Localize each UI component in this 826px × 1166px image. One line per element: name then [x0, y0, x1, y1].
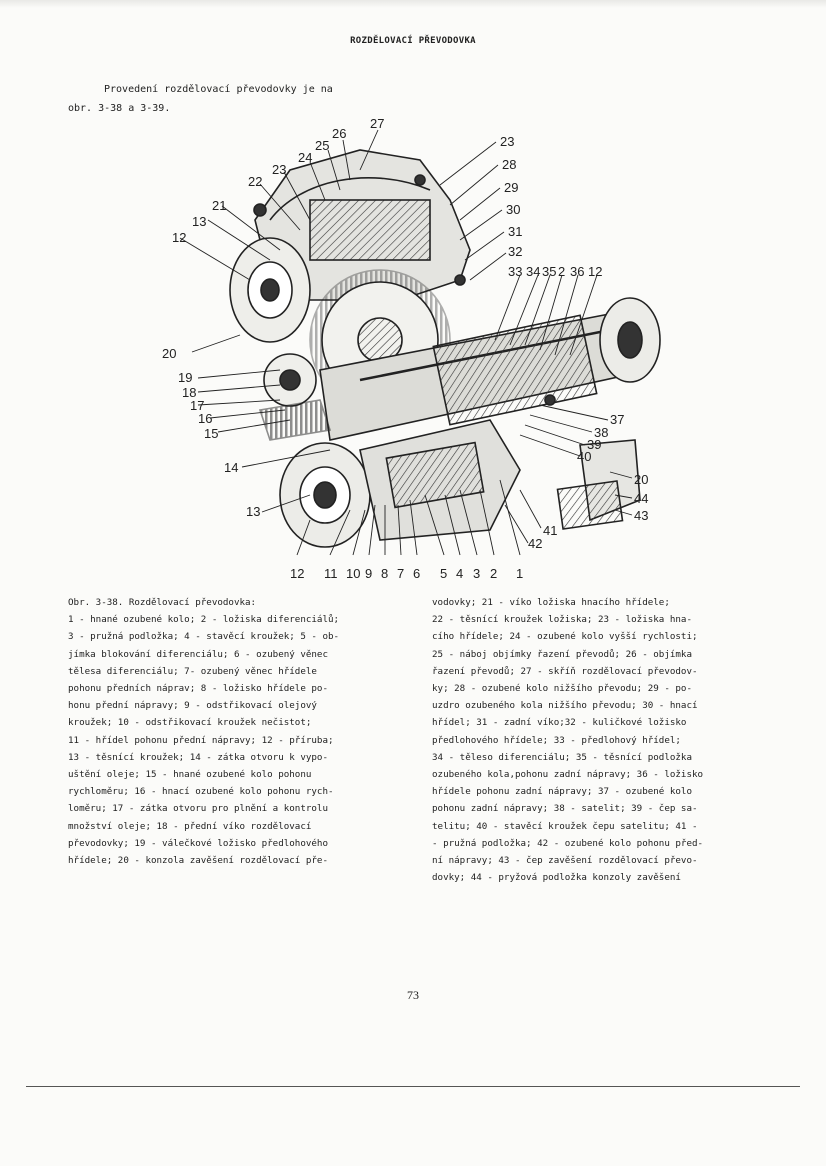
- caption-line: rychloměru; 16 - hnací ozubené kolo pohonu rych-: [68, 786, 334, 798]
- caption-line: množství oleje; 18 - přední víko rozdělovací: [68, 820, 312, 832]
- caption-line: řazení převodů; 27 - skříň rozdělovací převodov-: [432, 665, 698, 677]
- caption-line: pohonu zadní nápravy; 38 - satelit; 39 - čep sa-: [432, 803, 698, 815]
- intro-line-2: obr. 3-38 a 3-39.: [68, 103, 171, 114]
- caption-line: 11 - hřídel pohonu přední nápravy; 12 - příruba;: [68, 734, 334, 746]
- callout-30: 30: [506, 202, 521, 217]
- caption-line: uzdro ozubeného kola nižšího převodu; 30 - hnací: [432, 700, 698, 712]
- caption-line: loměru; 17 - zátka otvoru pro plnění a kontrolu: [68, 803, 328, 815]
- caption-line: Obr. 3-38. Rozdělovací převodovka:: [68, 597, 257, 608]
- callout-2a: 2: [558, 264, 566, 279]
- callout-1: 1: [516, 566, 524, 581]
- caption-right-column: [432, 594, 762, 886]
- caption-line: ozubeného kola,pohonu zadní nápravy; 36 - ložisko: [432, 769, 704, 781]
- callout-39: 39: [587, 437, 602, 452]
- callout-22: 22: [248, 174, 263, 189]
- scan-edge: [0, 0, 826, 8]
- caption-line: 25 - náboj objímky řazení převodů; 26 - objímka: [432, 648, 692, 660]
- callout-8: 8: [381, 566, 389, 581]
- gearbox-drawing: [230, 150, 660, 547]
- callout-26: 26: [332, 126, 347, 141]
- page-number: 73: [407, 988, 419, 1002]
- gearbox-illustration: [160, 110, 680, 585]
- callout-28: 28: [502, 157, 517, 172]
- callout-37: 37: [610, 412, 625, 427]
- callout-14: 14: [224, 460, 239, 475]
- callout-7: 7: [397, 566, 405, 581]
- caption-line: 34 - těleso diferenciálu; 35 - těsnící podložka: [432, 751, 692, 763]
- caption-line: tělesa diferenciálu; 7- ozubený věnec hřídele: [68, 665, 317, 677]
- callout-33: 33: [508, 264, 523, 279]
- caption-line: vodovky; 21 - víko ložiska hnacího hřídele;: [432, 597, 670, 608]
- callout-5: 5: [440, 566, 448, 581]
- callout-6: 6: [413, 566, 421, 581]
- callout-20: 20: [162, 346, 177, 361]
- callout-43: 43: [634, 508, 649, 523]
- callout-44: 44: [634, 491, 649, 506]
- callout-13: 13: [192, 214, 207, 229]
- callout-20b: 20: [634, 472, 649, 487]
- caption-line: dovky; 44 - pryžová podložka konzoly zavěšení: [432, 872, 681, 884]
- caption-left-column: [68, 594, 398, 869]
- caption-line: ní nápravy; 43 - čep zavěšení rozdělovací převo-: [432, 855, 698, 867]
- page-header-title: ROZDĚLOVACÍ PŘEVODOVKA: [350, 36, 476, 46]
- callout-11: 11: [324, 566, 338, 581]
- callout-40: 40: [577, 449, 592, 464]
- caption-line: 3 - pružná podložka; 4 - stavěcí kroužek; 5 - ob-: [68, 631, 340, 643]
- callout-18: 18: [182, 385, 197, 400]
- callout-34: 34: [526, 264, 541, 279]
- callout-25: 25: [315, 138, 330, 153]
- callout-4: 4: [456, 566, 464, 581]
- caption-line: ky; 28 - ozubené kolo nižšího převodu; 29 - po-: [432, 683, 692, 695]
- caption-line: pohonu předních náprav; 8 - ložisko hřídele po-: [68, 683, 328, 695]
- caption-line: předlohového hřídele; 33 - předlohový hřídel;: [432, 734, 681, 746]
- caption-line: hřídele; 20 - konzola zavěšení rozdělovací pře-: [68, 855, 328, 867]
- callout-16: 16: [198, 411, 213, 426]
- callout-38: 38: [594, 425, 609, 440]
- callout-29: 29: [504, 180, 519, 195]
- callout-3: 3: [473, 566, 481, 581]
- caption-line: 1 - hnané ozubené kolo; 2 - ložiska diferenciálů;: [68, 614, 340, 626]
- callout-12: 12: [172, 230, 187, 245]
- caption-line: 22 - těsnící kroužek ložiska; 23 - ložiska hna-: [432, 614, 692, 626]
- callout-19: 19: [178, 370, 193, 385]
- callout-10: 10: [346, 566, 361, 581]
- callout-32: 32: [508, 244, 523, 259]
- caption-line: uštění oleje; 15 - hnané ozubené kolo pohonu: [68, 769, 312, 781]
- caption-line: - pružná podložka; 42 - ozubené kolo pohonu před-: [432, 837, 704, 849]
- callout-36: 36: [570, 264, 585, 279]
- caption-line: jímka blokování diferenciálu; 6 - ozubený věnec: [68, 648, 328, 660]
- callout-27: 27: [370, 116, 385, 131]
- callout-41: 41: [543, 523, 558, 538]
- callout-35: 35: [542, 264, 557, 279]
- callout-23b: 23: [500, 134, 515, 149]
- caption-line: převodovky; 19 - válečkové ložisko předlohového: [68, 837, 328, 849]
- callout-17: 17: [190, 398, 205, 413]
- callout-23: 23: [272, 162, 287, 177]
- callout-9: 9: [365, 566, 373, 581]
- callout-2: 2: [490, 566, 498, 581]
- caption-line: hřídele pohonu zadní nápravy; 37 - ozubené kolo: [432, 786, 692, 798]
- callout-21: 21: [212, 198, 227, 213]
- caption-line: hřídel; 31 - zadní víko;32 - kuličkové ložisko: [432, 717, 687, 729]
- callout-13b: 13: [246, 504, 261, 519]
- caption-line: honu přední nápravy; 9 - odstřikovací olejový: [68, 700, 317, 712]
- callout-24: 24: [298, 150, 313, 165]
- caption-line: kroužek; 10 - odstřikovací kroužek nečistot;: [68, 717, 312, 729]
- caption-line: 13 - těsnící kroužek; 14 - zátka otvoru k vypo-: [68, 751, 328, 763]
- intro-line-1: Provedení rozdělovací převodovky je na: [104, 84, 333, 95]
- bottom-rule: [26, 1086, 800, 1087]
- callout-12b: 12: [588, 264, 603, 279]
- caption-line: cího hřídele; 24 - ozubené kolo vyšší rychlosti;: [432, 631, 698, 643]
- caption-line: telitu; 40 - stavěcí kroužek čepu satelitu; 41 -: [432, 820, 698, 832]
- callout-12c: 12: [290, 566, 305, 581]
- callout-31: 31: [508, 224, 523, 239]
- callout-42: 42: [528, 536, 543, 551]
- callout-15: 15: [204, 426, 219, 441]
